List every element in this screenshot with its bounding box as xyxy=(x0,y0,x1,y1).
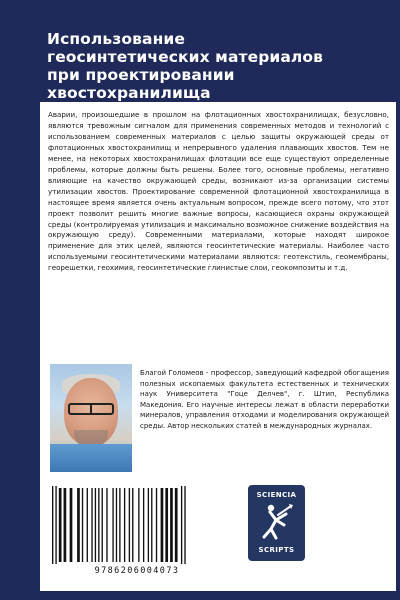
barcode-bar xyxy=(112,488,113,562)
barcode-bar xyxy=(82,488,83,562)
barcode-bar xyxy=(129,488,130,562)
author-bio: Благой Голомеов - профессор, заведующий кафедрой обогащения полезных ископаемых факультета естественных и технических наук Университета "Гоце Делчев", г. Штип, Республика Македония. Его научные интересы лежат в области переработки минералов, управления отходами и моделирования окружающей среды. Автор нескольких статей в международных журналах. xyxy=(140,369,389,430)
barcode-bar xyxy=(143,488,144,562)
barcode-bar xyxy=(91,488,92,562)
glasses-icon xyxy=(68,403,114,415)
title-line-3: при проектировании xyxy=(47,66,235,84)
scientist-figure-icon xyxy=(258,502,295,540)
barcode-bar xyxy=(165,488,168,562)
publisher-logo-bottom: SCRIPTS xyxy=(258,546,295,554)
isbn-barcode-block xyxy=(48,484,226,580)
barcode-bar xyxy=(151,488,152,562)
barcode-bar xyxy=(55,486,56,564)
publisher-logo-top: SCIENCIA xyxy=(256,491,297,499)
title-line-4: хвостохранилища xyxy=(47,84,211,102)
barcode-bar xyxy=(59,488,62,562)
barcode-bar xyxy=(148,488,149,562)
barcode-icon xyxy=(48,484,226,566)
barcode-bar xyxy=(156,488,157,562)
barcode-bar xyxy=(170,488,173,562)
barcode-bar xyxy=(98,488,99,562)
isbn-number: 9786206004073 xyxy=(94,566,180,576)
barcode-bar xyxy=(87,488,88,562)
barcode-bar xyxy=(184,486,185,564)
barcode-bar xyxy=(64,488,67,562)
barcode-bar xyxy=(175,488,178,562)
barcode-bar xyxy=(132,488,133,562)
barcode-bar xyxy=(77,488,80,562)
barcode-bar xyxy=(161,488,164,562)
author-shirt xyxy=(50,444,132,472)
barcode-bar xyxy=(181,486,182,564)
barcode-bar xyxy=(106,488,107,562)
barcode-bar xyxy=(124,488,125,562)
barcode-bar xyxy=(95,488,96,562)
barcode-bar xyxy=(119,488,120,562)
barcode-bar xyxy=(138,488,139,562)
title-line-2: геосинтетических материалов xyxy=(47,48,324,66)
barcode-bar xyxy=(116,488,117,562)
author-photo xyxy=(50,364,132,472)
book-title xyxy=(47,30,377,102)
barcode-bar xyxy=(102,488,103,562)
abstract-text: Аварии, произошедшие в прошлом на флотационных хвостохранилищах, безусловно, являются тревожным сигналом для применения современных методов и технологий с использованием современных материалов с целью защиты окружающей среды от флотационных хвостохранилищ и непрерывного удаления плавающих хвостов. Тем не менее, на некоторых хвостохранилищах флотации все еще существуют определенные проблемы, которые должны быть решены. Более того, основные проблемы, негативно влияющие на качество окружающей среды, возникают из-за организации системы утилизации хвостов. Проектирование современной флотационной хвостохранилища в настоящее время является очень актуальным вопросом, прежде всего потому, что этот проект позволит решить многие важные вопросы, касающиеся охраны окружающей среды (контролируемая утилизация и максимально возможное снижение воздействия на окружающую среду). Современными материалами, которые находят широкое применение для этих целей, являются геосинтетические материалы. Наиболее часто используемыми геосинтетическими материалами являются: геотекстиль, геомембраны, георешетки, геохимия, геосинтетические глинистые слои, геокомпозиты и т.д. xyxy=(48,110,389,273)
barcode-bar xyxy=(52,486,53,564)
white-content-panel xyxy=(40,102,396,591)
barcode-bar xyxy=(70,488,73,562)
title-line-1: Использование xyxy=(47,30,185,48)
publisher-logo xyxy=(248,485,305,561)
